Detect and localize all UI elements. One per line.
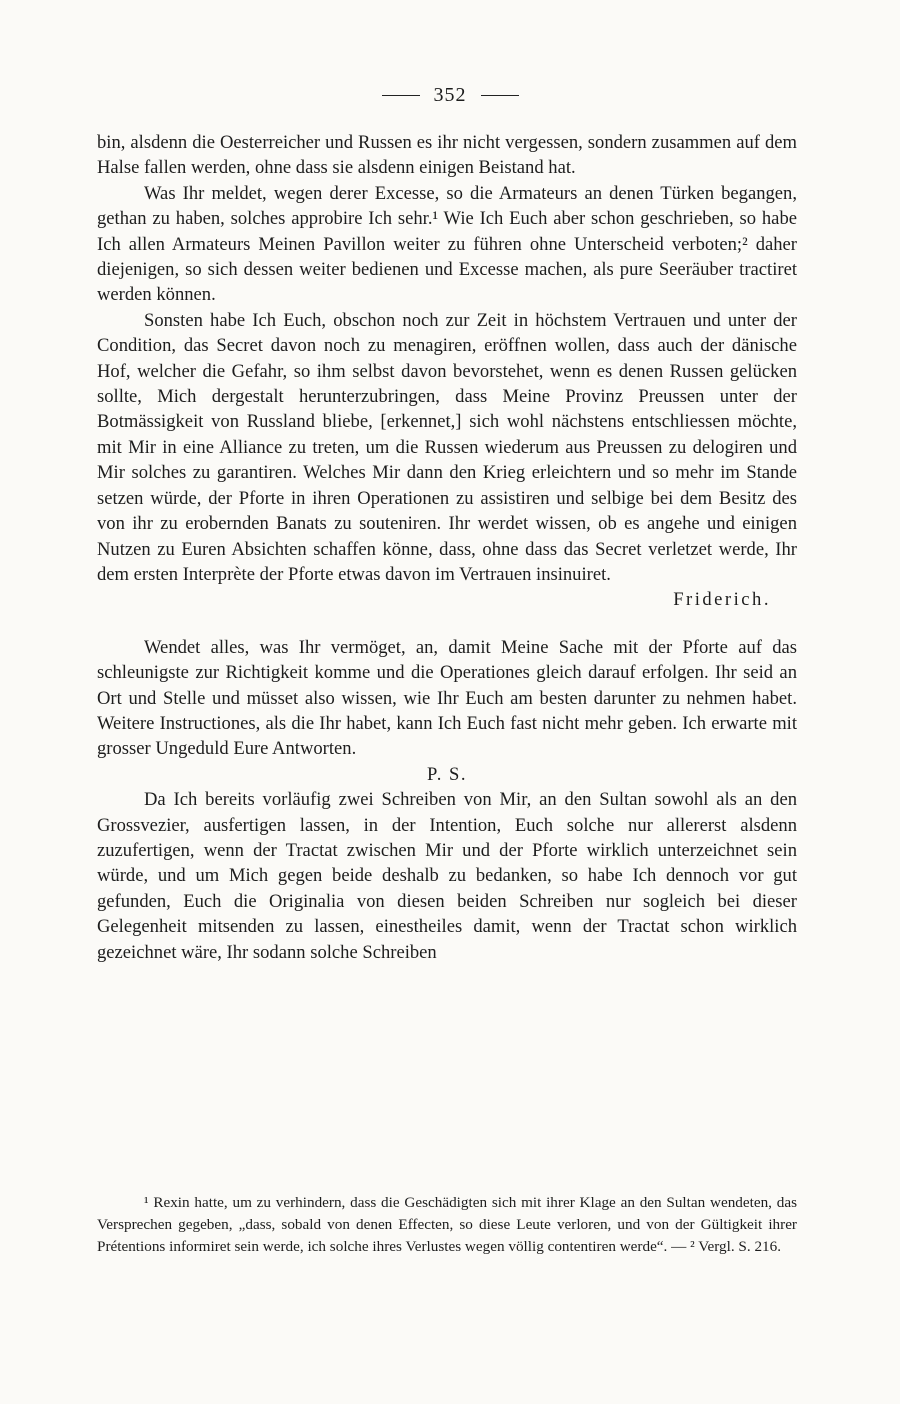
paragraph-continuation: bin, alsdenn die Oesterreicher und Russen es ihr nicht vergessen, sondern zusammen auf dem Halse fallen werden, ohne dass sie alsdenn einigen Beistand hat.	[97, 132, 797, 179]
paragraph-armateurs: Was Ihr meldet, wegen derer Excesse, so die Armateurs an denen Türken begangen, gethan zu haben, solches approbire Ich sehr.¹ Wie Ich Euch aber schon geschrieben, so habe Ich allen Armateurs Meinen Pavillon weiter zu führen ohne Unterscheid verboten;² daher diejenigen, so sich dessen weiter bedienen und Excesse machen, als pure Seeräuber tractiret werden können.	[97, 182, 797, 306]
header-rule-right	[481, 95, 519, 96]
main-text	[97, 130, 797, 965]
signature: Friderich.	[673, 589, 771, 611]
paragraph-ps: Da Ich bereits vorläufig zwei Schreiben von Mir, an den Sultan sowohl als an den Grossvezier, ausfertigen lassen, in der Intention, Euch solche nur allererst alsdenn zuzufertigen, wenn der Tractat zwischen Mir und der Pforte wirklich unterzeichnet sein würde, und um Mich gegen beide deshalb zu bedanken, so habe Ich dennoch vor gut gefunden, Euch die Originalia von diesen beiden Schreiben nur sogleich bei dieser Gelegenheit mitsenden zu lassen, einestheiles damit, wenn der Tractat schon wirklich gezeichnet wäre, Ihr sodann solche Schreiben	[97, 789, 797, 963]
spacer	[97, 613, 797, 635]
paragraph-danish-court: Sonsten habe Ich Euch, obschon noch zur Zeit in höchstem Vertrauen und unter der Condition, das Secret davon noch zu menagiren, eröffnen wollen, dass auch der dänische Hof, welcher die Gefahr, so ihm selbst davon bevorstehet, wenn es denen Russen gelücken sollte, Mich dergestalt herunterzubringen, dass Meine Provinz Preussen unter der Botmässigkeit von Russland bliebe, [erkennet,] sich wohl nächstens entschliessen möchte, mit Mir in eine Alliance zu treten, um die Russen wiederum aus Preussen zu delogiren und Mir solches zu garantiren. Welches Mir dann den Krieg erleichtern und so mehr im Stande setzen würde, der Pforte in ihren Operationen zu assistiren und selbige bei dem Besitz des von ihr zu erobernden Banats zu souteniren. Ihr werdet wissen, ob es angehe und einigen Nutzen zu Euren Absichten schaffen könne, dass, ohne dass das Secret verletzet werde, Ihr dem ersten Interprète der Pforte etwas davon im Vertrauen insinuiret.	[97, 309, 797, 585]
footnotes	[97, 1192, 797, 1259]
header-rule-left	[382, 95, 420, 96]
page-header	[0, 84, 900, 107]
paragraph-addendum: Wendet alles, was Ihr vermöget, an, damit Meine Sache mit der Pforte auf das schleunigste zur Richtigkeit komme und die Operationes gleich darauf erfolgen. Ihr seid an Ort und Stelle und müsset also wissen, wie Ihr Euch am besten darunter zu nehmen habet. Weitere Instructiones, als die Ihr habet, kann Ich Euch fast nicht mehr geben. Ich erwarte mit grosser Ungeduld Eure Antworten.	[97, 636, 797, 760]
page-number: 352	[433, 84, 467, 106]
footnote-text: ¹ Rexin hatte, um zu verhindern, dass die Geschädigten sich mit ihrer Klage an den Sultan wendeten, das Versprechen gegeben, „dass, sobald von denen Effecten, so diese Leute verloren, und von der Gültigkeit ihrer Prétentions informiret sein werde, ich solche ihres Verlustes wegen völlig contentiren werde“. — ² Vergl. S. 216.	[97, 1194, 797, 1256]
ps-heading: P. S.	[426, 763, 468, 785]
